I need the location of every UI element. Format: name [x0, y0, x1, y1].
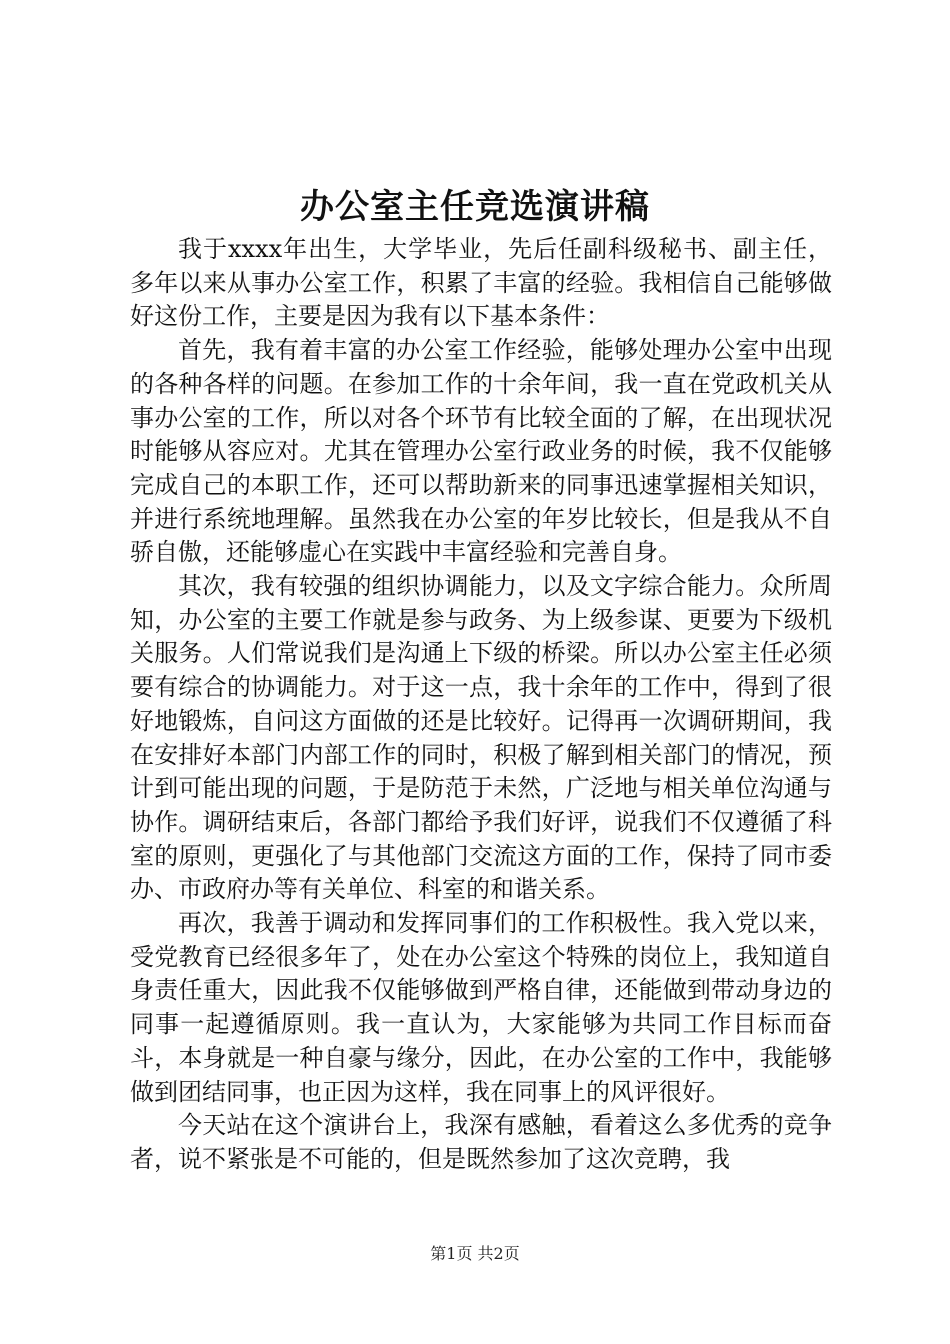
paragraph-third: 再次，我善于调动和发挥同事们的工作积极性。我入党以来，受党教育已经很多年了，处在办公室这个特殊的岗位上，我知道自身责任重大，因此我不仅能够做到严格自律，还能做到带动身边的同事一起遵循原则。我一直认为，大家能够为共同工作目标而奋斗，本身就是一种自豪与缘分，因此，在办公室的工作中，我能够做到团结同事，也正因为这样，我在同事上的风评很好。	[130, 909, 832, 1106]
page-number-footer: 第1页 共2页	[430, 1244, 520, 1263]
document-title: 办公室主任竞选演讲稿	[300, 187, 650, 227]
paragraph-second: 其次，我有较强的组织协调能力，以及文字综合能力。众所周知，办公室的主要工作就是参与政务、为上级参谋、更要为下级机关服务。人们常说我们是沟通上下级的桥梁。所以办公室主任必须要有综合的协调能力。对于这一点，我十余年的工作中，得到了很好地锻炼，自问这方面做的还是比较好。记得再一次调研期间，我在安排好本部门内部工作的同时，积极了解到相关部门的情况，预计到可能出现的问题，于是防范于未然，广泛地与相关单位沟通与协作。调研结束后，各部门都给予我们好评，说我们不仅遵循了科室的原则，更强化了与其他部门交流这方面的工作，保持了同市委办、市政府办等有关单位、科室的和谐关系。	[130, 572, 832, 904]
paragraph-first: 首先，我有着丰富的办公室工作经验，能够处理办公室中出现的各种各样的问题。在参加工作的十余年间，我一直在党政机关从事办公室的工作，所以对各个环节有比较全面的了解，在出现状况时能够从容应对。尤其在管理办公室行政业务的时候，我不仅能够完成自己的本职工作，还可以帮助新来的同事迅速掌握相关知识，并进行系统地理解。虽然我在办公室的年岁比较长，但是我从不自骄自傲，还能够虚心在实践中丰富经验和完善自身。	[130, 336, 832, 567]
document-body	[130, 233, 832, 1177]
paragraph-closing: 今天站在这个演讲台上，我深有感触，看着这么多优秀的竞争者，说不紧张是不可能的，但是既然参加了这次竞聘，我	[130, 1111, 832, 1173]
paragraph-intro: 我于xxxx年出生，大学毕业，先后任副科级秘书、副主任，多年以来从事办公室工作，积累了丰富的经验。我相信自己能够做好这份工作，主要是因为我有以下基本条件：	[130, 235, 832, 331]
